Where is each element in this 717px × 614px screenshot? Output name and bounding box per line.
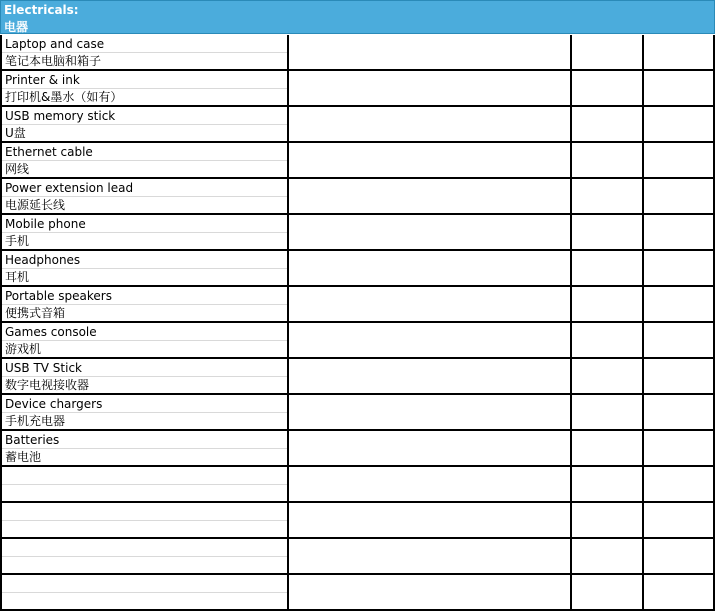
check-cell-2[interactable] [644,35,715,71]
item-name-english: Games console [5,325,97,339]
item-name-english: Batteries [5,433,60,447]
section-title-en: Electricals: [4,3,79,17]
item-name-chinese: 网线 [5,162,30,176]
check-cell-2[interactable] [644,107,715,143]
table-row [0,539,715,575]
check-cell-2[interactable] [644,215,715,251]
notes-cell[interactable] [289,35,572,71]
item-name-chinese: 手机充电器 [5,414,66,428]
notes-cell[interactable] [289,575,572,611]
check-cell-1[interactable] [572,467,644,503]
check-cell-2[interactable] [644,467,715,503]
check-cell-2[interactable] [644,287,715,323]
notes-cell[interactable] [289,107,572,143]
cell-divider [2,268,287,269]
table-row [0,395,715,431]
check-cell-1[interactable] [572,71,644,107]
cell-divider [2,340,287,341]
check-cell-1[interactable] [572,251,644,287]
table-row [0,215,715,251]
table-row [0,359,715,395]
table-row [0,287,715,323]
item-name-english: Laptop and case [5,37,105,51]
item-name-cell[interactable] [0,431,289,467]
item-name-cell[interactable] [0,467,289,503]
notes-cell[interactable] [289,143,572,179]
section-title-zh: 电器 [4,20,29,34]
item-name-chinese: 手机 [5,234,30,248]
check-cell-1[interactable] [572,575,644,611]
check-cell-2[interactable] [644,503,715,539]
table-row [0,143,715,179]
check-cell-1[interactable] [572,395,644,431]
table-row [0,71,715,107]
item-name-english: Portable speakers [5,289,112,303]
table-row [0,503,715,539]
check-cell-2[interactable] [644,251,715,287]
notes-cell[interactable] [289,539,572,575]
check-cell-1[interactable] [572,323,644,359]
table-row [0,467,715,503]
notes-cell[interactable] [289,395,572,431]
notes-cell[interactable] [289,503,572,539]
item-name-chinese: 数字电视接收器 [5,378,90,392]
check-cell-1[interactable] [572,215,644,251]
item-name-chinese: 耳机 [5,270,30,284]
item-name-chinese: 电源延长线 [5,198,66,212]
notes-cell[interactable] [289,251,572,287]
item-name-chinese: 游戏机 [5,342,42,356]
table-row [0,575,715,611]
cell-divider [2,124,287,125]
check-cell-1[interactable] [572,35,644,71]
item-name-cell[interactable] [0,395,289,431]
item-name-english: USB TV Stick [5,361,83,375]
section-header [0,0,715,34]
notes-cell[interactable] [289,179,572,215]
item-name-english: USB memory stick [5,109,116,123]
check-cell-2[interactable] [644,395,715,431]
item-name-chinese: 打印机&墨水（如有） [5,90,123,104]
item-name-cell[interactable] [0,215,289,251]
item-name-english: Headphones [5,253,81,267]
check-cell-2[interactable] [644,179,715,215]
item-name-english: Power extension lead [5,181,134,195]
cell-divider [2,160,287,161]
item-name-chinese: 笔记本电脑和箱子 [5,54,102,68]
cell-divider [2,520,287,521]
check-cell-1[interactable] [572,359,644,395]
cell-divider [2,484,287,485]
item-name-chinese: U盘 [5,126,26,140]
table-row [0,251,715,287]
check-cell-2[interactable] [644,575,715,611]
item-name-cell[interactable] [0,179,289,215]
notes-cell[interactable] [289,287,572,323]
item-name-cell[interactable] [0,287,289,323]
item-name-cell[interactable] [0,107,289,143]
notes-cell[interactable] [289,215,572,251]
check-cell-1[interactable] [572,143,644,179]
item-name-cell[interactable] [0,359,289,395]
item-name-cell[interactable] [0,503,289,539]
item-name-cell[interactable] [0,539,289,575]
notes-cell[interactable] [289,467,572,503]
item-name-cell[interactable] [0,71,289,107]
check-cell-1[interactable] [572,287,644,323]
item-name-cell[interactable] [0,143,289,179]
item-name-chinese: 蓄电池 [5,450,42,464]
table-row [0,179,715,215]
check-cell-1[interactable] [572,431,644,467]
table-row [0,323,715,359]
item-name-english: Device chargers [5,397,103,411]
item-name-cell[interactable] [0,251,289,287]
table-row [0,431,715,467]
cell-divider [2,556,287,557]
check-cell-1[interactable] [572,539,644,575]
check-cell-2[interactable] [644,323,715,359]
cell-divider [2,592,287,593]
item-name-english: Ethernet cable [5,145,93,159]
notes-cell[interactable] [289,71,572,107]
item-name-english: Printer & ink [5,73,80,87]
check-cell-2[interactable] [644,71,715,107]
item-name-cell[interactable] [0,323,289,359]
check-cell-2[interactable] [644,143,715,179]
item-name-chinese: 便携式音箱 [5,306,66,320]
item-name-cell[interactable] [0,35,289,71]
check-cell-2[interactable] [644,431,715,467]
item-name-english: Mobile phone [5,217,86,231]
notes-cell[interactable] [289,359,572,395]
table-row [0,35,715,71]
cell-divider [2,232,287,233]
item-name-cell[interactable] [0,575,289,611]
check-cell-2[interactable] [644,359,715,395]
notes-cell[interactable] [289,323,572,359]
notes-cell[interactable] [289,431,572,467]
cell-divider [2,448,287,449]
check-cell-1[interactable] [572,503,644,539]
check-cell-1[interactable] [572,107,644,143]
check-cell-1[interactable] [572,179,644,215]
check-cell-2[interactable] [644,539,715,575]
table-row [0,107,715,143]
